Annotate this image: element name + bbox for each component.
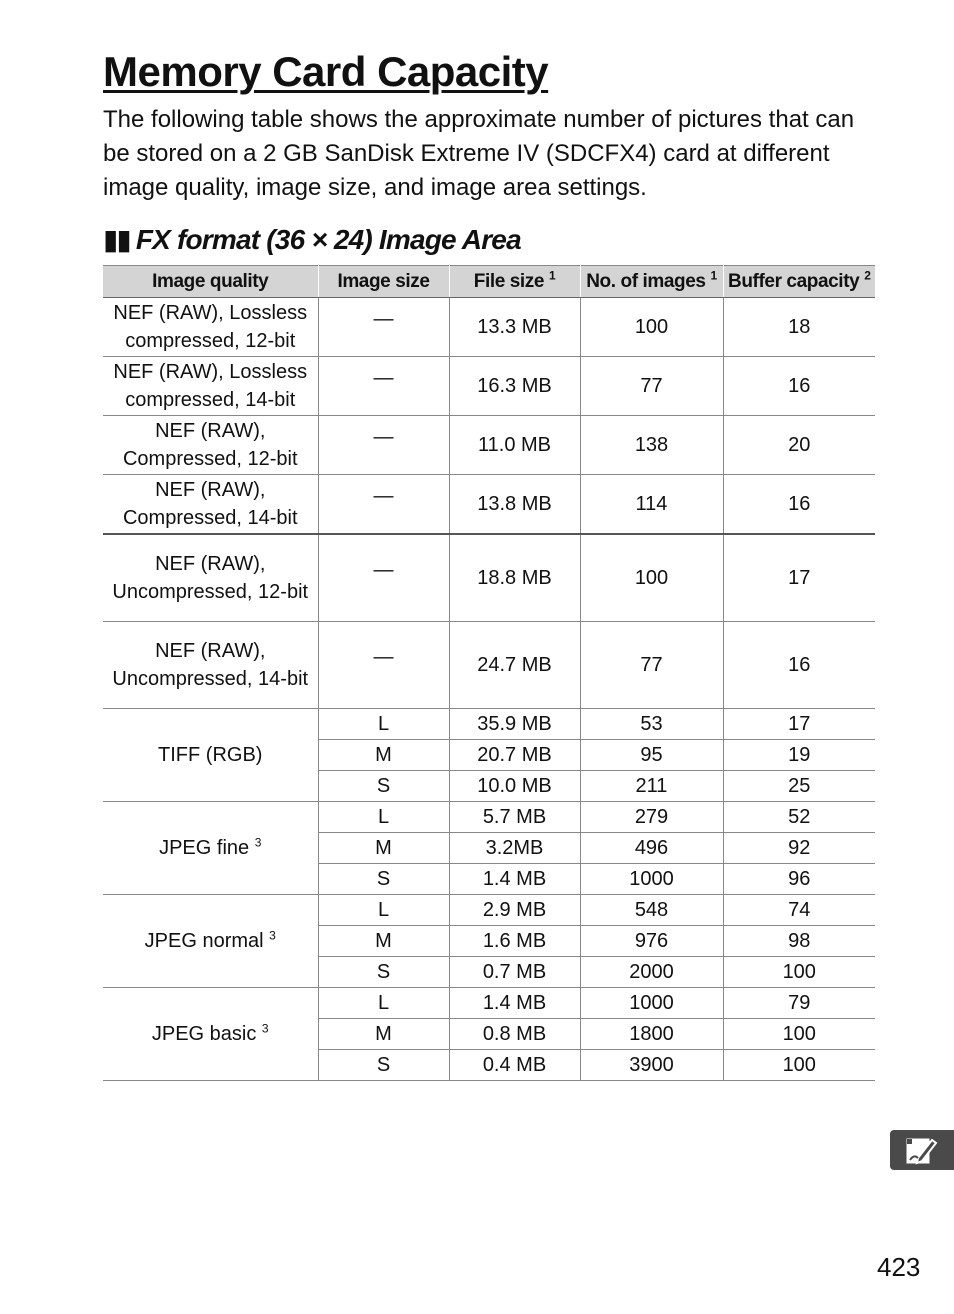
buffer-capacity-cell: 74: [723, 895, 875, 926]
header-image-quality: Image quality: [103, 266, 318, 298]
file-size-cell: 13.8 MB: [449, 475, 580, 535]
footnote-marker: 3: [254, 835, 262, 850]
file-size-cell: 16.3 MB: [449, 357, 580, 416]
number-of-images-cell: 138: [580, 416, 723, 475]
image-quality-cell: NEF (RAW), Compressed, 14-bit: [103, 475, 318, 535]
file-size-cell: 13.3 MB: [449, 298, 580, 357]
header-buffer-capacity: Buffer capacity $^2$: [723, 266, 875, 298]
image-size-cell: M: [318, 833, 449, 864]
image-size-cell: [318, 534, 449, 622]
image-size-cell: S: [318, 957, 449, 988]
number-of-images-cell: 1000: [580, 864, 723, 895]
image-size-cell: L: [318, 709, 449, 740]
not-applicable-dash: —: [373, 485, 394, 507]
buffer-capacity-cell: 25: [723, 771, 875, 802]
image-size-cell: L: [318, 802, 449, 833]
buffer-capacity-cell: 19: [723, 740, 875, 771]
section-tab: [890, 1130, 954, 1170]
image-quality-cell: NEF (RAW), Uncompressed, 14-bit: [103, 622, 318, 709]
number-of-images-cell: 548: [580, 895, 723, 926]
section-heading: [103, 220, 521, 260]
page-number: 423: [877, 1252, 921, 1282]
not-applicable-dash: —: [373, 308, 394, 330]
table-row: [103, 357, 875, 416]
image-size-cell: L: [318, 895, 449, 926]
file-size-cell: 0.7 MB: [449, 957, 580, 988]
footnote-marker: 1: [710, 268, 717, 283]
image-size-cell: L: [318, 988, 449, 1019]
footnote-marker: 1: [548, 268, 556, 283]
file-size-cell: 24.7 MB: [449, 622, 580, 709]
number-of-images-cell: 77: [580, 622, 723, 709]
image-quality-cell: NEF (RAW), Compressed, 12-bit: [103, 416, 318, 475]
table-row: [103, 298, 875, 357]
image-size-cell: [318, 622, 449, 709]
image-quality-cell: [103, 988, 318, 1081]
file-size-cell: 1.4 MB: [449, 864, 580, 895]
number-of-images-cell: 496: [580, 833, 723, 864]
file-size-cell: 2.9 MB: [449, 895, 580, 926]
buffer-capacity-cell: 52: [723, 802, 875, 833]
file-size-cell: 3.2MB: [449, 833, 580, 864]
buffer-capacity-cell: 18: [723, 298, 875, 357]
file-size-cell: 1.4 MB: [449, 988, 580, 1019]
buffer-capacity-cell: 100: [723, 1050, 875, 1081]
footnote-marker: 3: [261, 1021, 269, 1036]
number-of-images-cell: 77: [580, 357, 723, 416]
file-size-cell: 10.0 MB: [449, 771, 580, 802]
buffer-capacity-cell: 16: [723, 475, 875, 535]
header-file-size: File size $^1$: [449, 266, 580, 298]
header-image-size: Image size: [318, 266, 449, 298]
image-quality-label: JPEG fine: [159, 837, 250, 859]
buffer-capacity-cell: 92: [723, 833, 875, 864]
image-quality-cell: NEF (RAW), Uncompressed, 12-bit: [103, 534, 318, 622]
buffer-capacity-cell: 16: [723, 622, 875, 709]
section-heading-text: FX format (36 × 24) Image Area: [135, 224, 521, 255]
not-applicable-dash: —: [373, 646, 394, 668]
table-row: [103, 416, 875, 475]
image-size-cell: S: [318, 771, 449, 802]
file-size-cell: 35.9 MB: [449, 709, 580, 740]
capacity-table: [103, 265, 875, 1081]
table-row: [103, 988, 875, 1019]
image-size-cell: S: [318, 1050, 449, 1081]
file-size-cell: 0.8 MB: [449, 1019, 580, 1050]
table-row: [103, 534, 875, 622]
file-size-cell: 5.7 MB: [449, 802, 580, 833]
image-quality-label: JPEG basic: [151, 1023, 257, 1045]
number-of-images-cell: 279: [580, 802, 723, 833]
image-size-cell: M: [318, 1019, 449, 1050]
image-size-cell: [318, 298, 449, 357]
image-size-cell: M: [318, 740, 449, 771]
buffer-capacity-cell: 96: [723, 864, 875, 895]
footnote-marker: 2: [864, 268, 871, 283]
table-header-row: [103, 266, 875, 298]
number-of-images-cell: 2000: [580, 957, 723, 988]
number-of-images-cell: 1000: [580, 988, 723, 1019]
buffer-capacity-cell: 17: [723, 709, 875, 740]
footnote-marker: 3: [269, 928, 276, 943]
image-size-cell: S: [318, 864, 449, 895]
number-of-images-cell: 53: [580, 709, 723, 740]
table-row: [103, 895, 875, 926]
image-quality-label: JPEG normal: [144, 930, 264, 952]
buffer-capacity-cell: 98: [723, 926, 875, 957]
file-size-cell: 11.0 MB: [449, 416, 580, 475]
image-size-cell: [318, 357, 449, 416]
number-of-images-cell: 3900: [580, 1050, 723, 1081]
table-row: [103, 622, 875, 709]
not-applicable-dash: —: [373, 559, 394, 581]
buffer-capacity-cell: 100: [723, 957, 875, 988]
number-of-images-cell: 211: [580, 771, 723, 802]
file-size-cell: 0.4 MB: [449, 1050, 580, 1081]
header-number-of-images: No. of images $^1$: [580, 266, 723, 298]
table-row: [103, 709, 875, 740]
not-applicable-dash: —: [373, 426, 394, 448]
buffer-capacity-cell: 79: [723, 988, 875, 1019]
image-quality-cell: [103, 709, 318, 802]
number-of-images-cell: 100: [580, 298, 723, 357]
buffer-capacity-cell: 20: [723, 416, 875, 475]
image-size-cell: [318, 475, 449, 535]
number-of-images-cell: 114: [580, 475, 723, 535]
number-of-images-cell: 1800: [580, 1019, 723, 1050]
number-of-images-cell: 100: [580, 534, 723, 622]
not-applicable-dash: —: [373, 367, 394, 389]
image-quality-cell: NEF (RAW), Lossless compressed, 12-bit: [103, 298, 318, 357]
image-quality-cell: [103, 802, 318, 895]
file-size-cell: 20.7 MB: [449, 740, 580, 771]
table-row: [103, 802, 875, 833]
image-quality-cell: NEF (RAW), Lossless compressed, 14-bit: [103, 357, 318, 416]
intro-paragraph: The following table shows the approximate number of pictures that can be stored on a 2 GB SanDisk Extreme IV (SDCFX4) card at different image quality, image size, and image area settings.: [103, 106, 855, 201]
buffer-capacity-cell: 100: [723, 1019, 875, 1050]
page-title: Memory Card Capacity: [103, 48, 549, 95]
table-row: [103, 475, 875, 535]
file-size-cell: 18.8 MB: [449, 534, 580, 622]
buffer-capacity-cell: 16: [723, 357, 875, 416]
image-size-cell: [318, 416, 449, 475]
image-quality-cell: [103, 895, 318, 988]
number-of-images-cell: 976: [580, 926, 723, 957]
image-quality-label: TIFF (RGB): [158, 744, 263, 766]
notes-pencil-icon: [904, 1136, 940, 1166]
number-of-images-cell: 95: [580, 740, 723, 771]
section-marker-icon: ▮▮: [103, 224, 130, 255]
buffer-capacity-cell: 17: [723, 534, 875, 622]
file-size-cell: 1.6 MB: [449, 926, 580, 957]
image-size-cell: M: [318, 926, 449, 957]
